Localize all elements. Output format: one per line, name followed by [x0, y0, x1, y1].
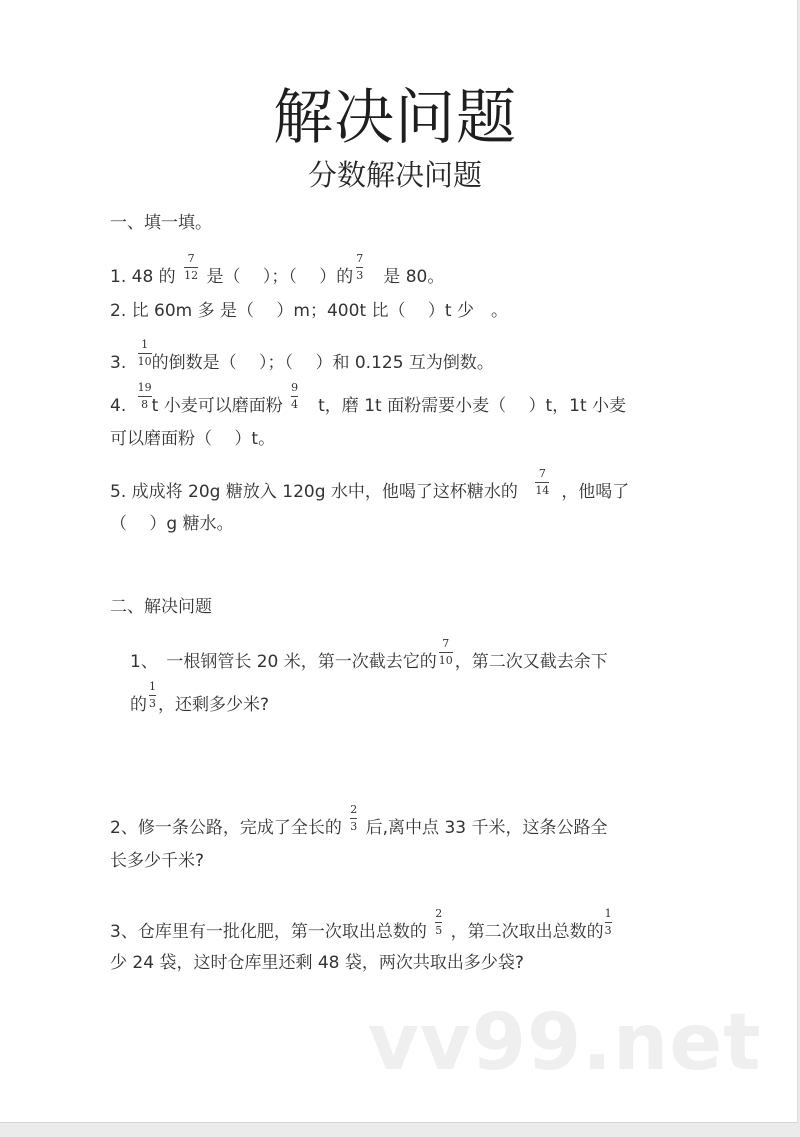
problem-text: 后,离中点 33 千米，这条公路全: [365, 818, 608, 838]
page-subtitle: 分数解决问题: [307, 158, 482, 192]
question-4: [110, 381, 627, 420]
question-5-line-2: （ ）g 糖水。: [110, 514, 234, 534]
question-2: 2. 比 60m 多 是（ ）m；400t 比（ ）t 少 。: [110, 301, 508, 321]
fraction: $\frac{9}{4}$: [291, 381, 299, 411]
question-5: [110, 467, 630, 506]
question-text: 5. 成成将 20g 糖放入 120g 水中，他喝了这杯糖水的: [110, 482, 518, 502]
problem-text: ，第二次又截去余下: [454, 652, 608, 672]
question-text: t，磨 1t 面粉需要小麦（ ）t，1t 小麦: [301, 396, 627, 416]
question-1: [110, 252, 445, 291]
problem-text: ，第二次取出总数的: [450, 922, 604, 942]
question-text: 是 80。: [366, 267, 445, 287]
problem-1-line-2: [130, 680, 270, 719]
section-1-heading: 一、填一填。: [110, 213, 212, 233]
problem-text: 3、仓库里有一批化肥，第一次取出总数的: [110, 922, 427, 942]
problem-text: 的: [130, 695, 147, 715]
fraction: $\frac{1}{3}$: [149, 680, 156, 710]
fraction: $\frac{7}{14}$: [535, 467, 550, 497]
section-2-heading: 二、解决问题: [110, 597, 212, 617]
fraction: $\frac{2}{3}$: [350, 803, 358, 833]
problem-3: [110, 907, 612, 946]
problem-text: ，还剩多少米?: [158, 695, 270, 715]
problem-text: 1、 一根钢管长 20 米，第一次截去它的: [130, 652, 437, 672]
problem-3-line-2: 少 24 袋，这时仓库里还剩 48 袋，两次共取出多少袋?: [110, 953, 524, 973]
question-3: [110, 338, 494, 377]
problem-1: [130, 637, 608, 676]
question-text: ，他喝了: [561, 482, 630, 502]
problem-2-line-2: 长多少千米?: [110, 851, 205, 871]
question-text: 的倒数是（ ）；（ ）和 0.125 互为倒数。: [151, 353, 494, 373]
question-text: 4.: [110, 396, 127, 416]
fraction: $\frac{1}{3}$: [604, 907, 612, 937]
page-title: 解决问题: [273, 83, 517, 153]
fraction: $\frac{19}{8}$: [137, 381, 152, 411]
question-4-line-2: 可以磨面粉（ ）t。: [110, 429, 276, 449]
fraction: $\frac{7}{12}$: [184, 252, 199, 282]
problem-2: [110, 803, 608, 842]
fraction: $\frac{1}{10}$: [137, 338, 152, 368]
question-text: t 小麦可以磨面粉: [151, 396, 283, 416]
fraction: $\frac{2}{5}$: [435, 907, 443, 937]
question-text: 3.: [110, 353, 127, 373]
fraction: $\frac{7}{3}$: [356, 252, 364, 282]
problem-text: 2、修一条公路，完成了全长的: [110, 818, 342, 838]
fraction: $\frac{7}{10}$: [438, 637, 453, 667]
question-text: 是（ ）；（ ）的: [206, 267, 354, 287]
watermark: vv99.net: [368, 998, 762, 1088]
question-text: 1. 48 的: [110, 267, 176, 287]
